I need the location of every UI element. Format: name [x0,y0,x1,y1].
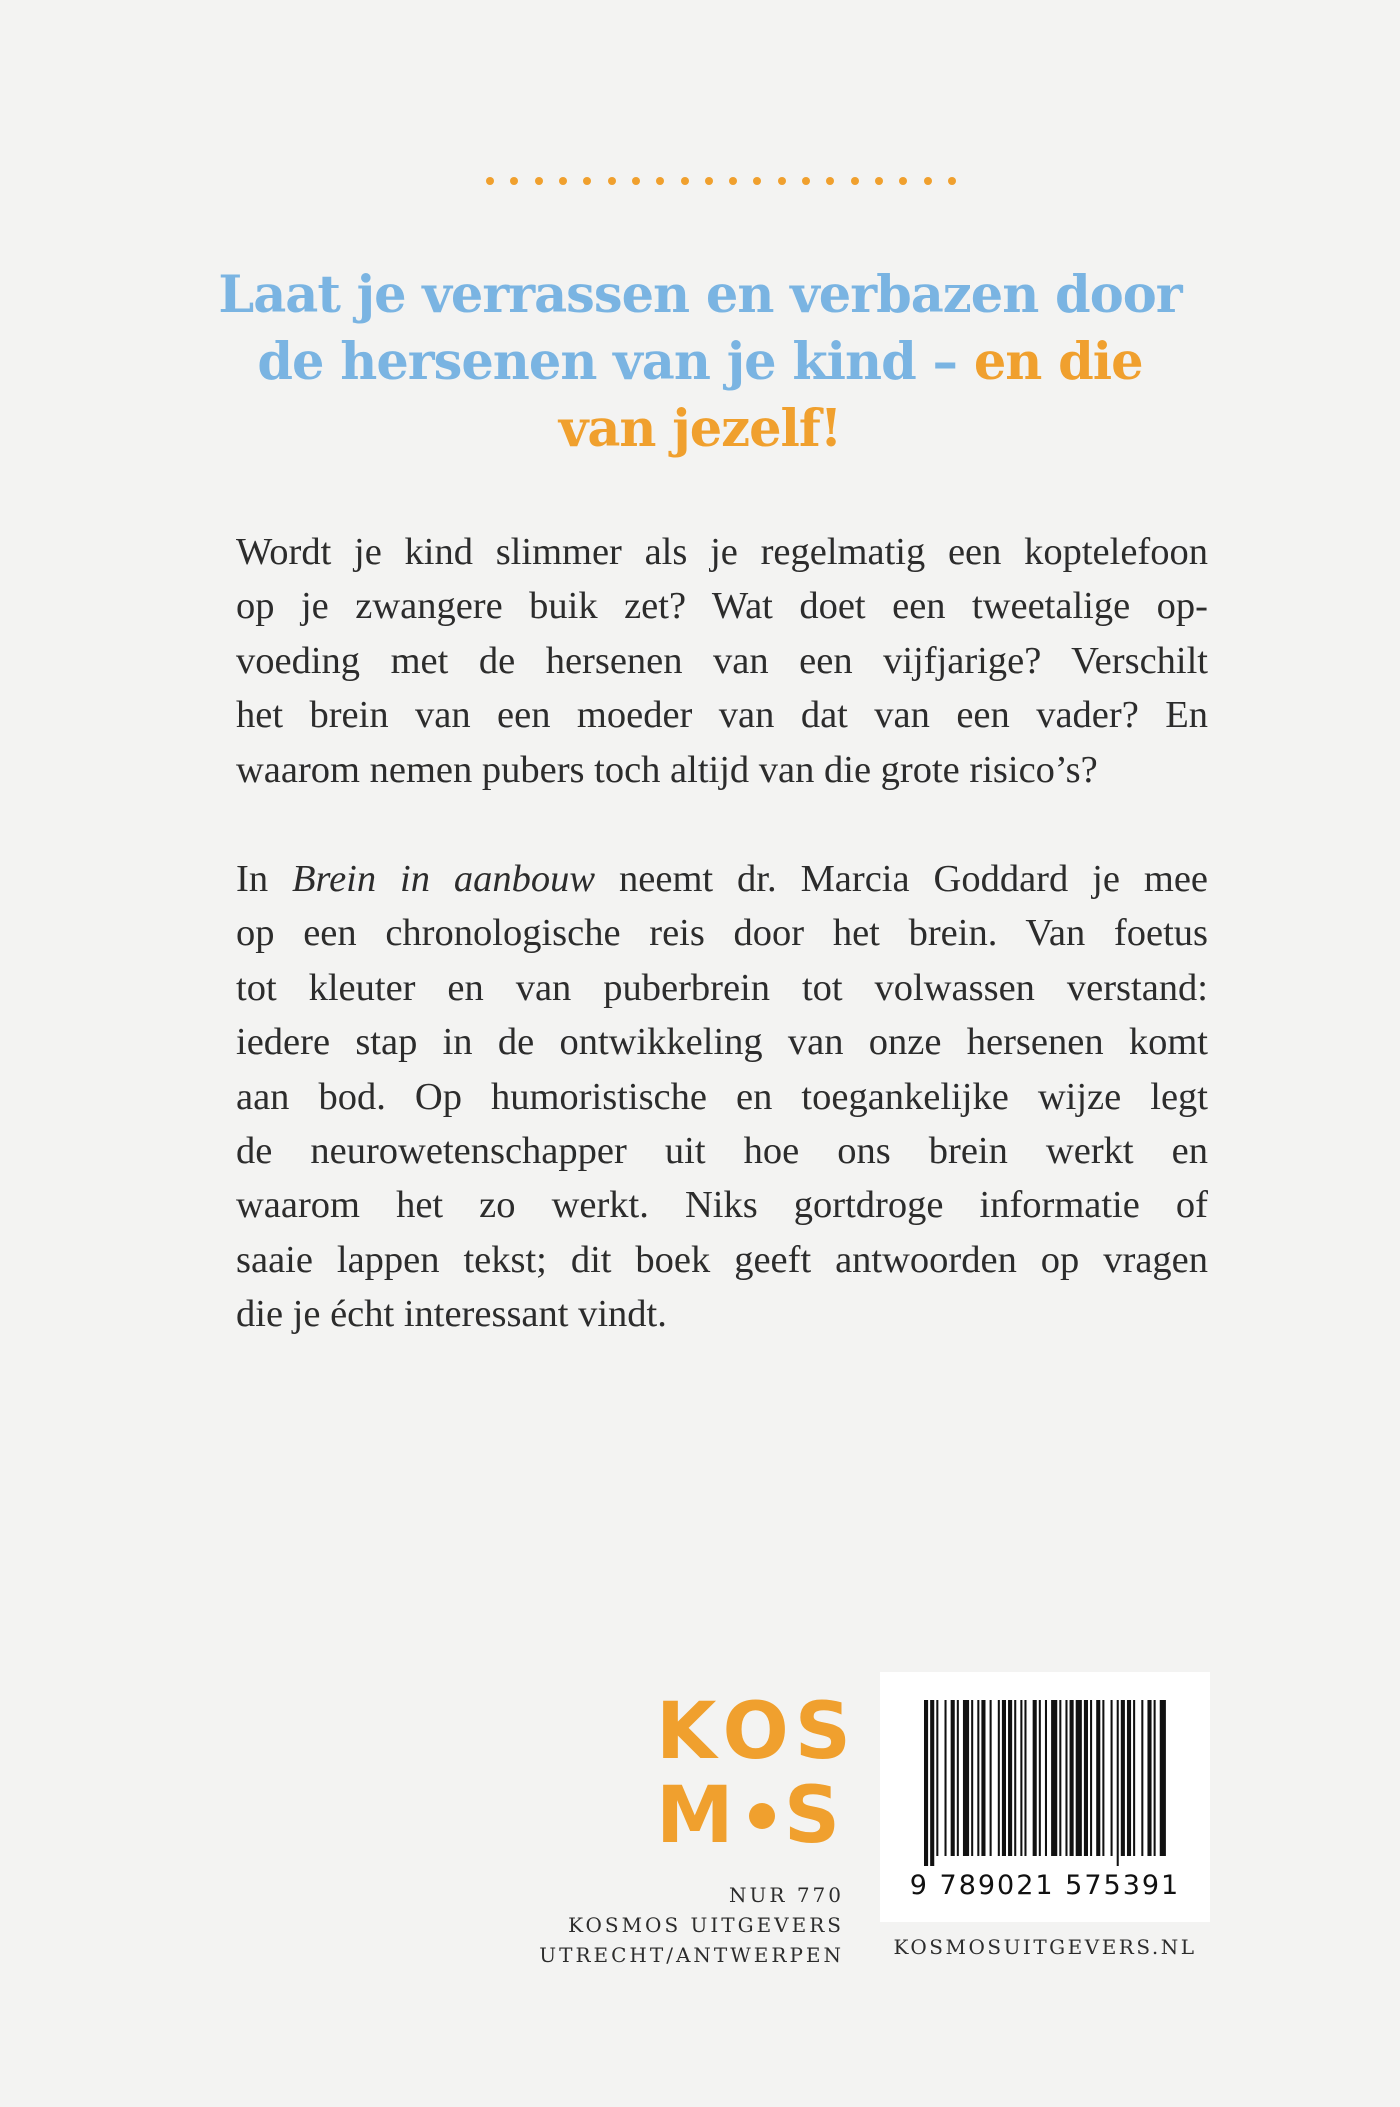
barcode-bar [930,1700,934,1866]
decorative-dot [608,177,616,185]
barcode-bar [1102,1700,1104,1856]
description-suffix: neemt dr. Marcia Goddard je mee [595,858,1209,900]
barcode-bar [998,1700,1000,1856]
description-line: iedere stap in de ontwikkeling van onze hersenen komt [236,1021,1208,1064]
description-line: die je écht interessant vindt. [236,1293,667,1336]
barcode-bar [971,1700,973,1856]
decorative-dot [778,177,786,185]
decorative-dot [753,177,761,185]
barcode-bar [977,1700,979,1856]
barcode-bar [1111,1700,1113,1856]
barcode-bar [924,1700,928,1866]
description-line: aan bod. Op humoristische en toegankelijke wijze legt [236,1075,1208,1118]
decorative-dot [948,177,956,185]
logo-row-top [656,1687,857,1777]
kosmos-logo [656,1687,857,1861]
intro-line: het brein van een moeder van dat van een vader? En [236,694,1208,737]
description-line: saaie lappen tekst; dit boek geeft antwoorden op vragen [236,1238,1208,1281]
description-paragraph [236,852,1208,1342]
decorative-dot [510,177,518,185]
headline-line-3: van jezelf! [558,399,842,459]
headline [200,262,1200,463]
barcode-bar [1076,1700,1082,1856]
decorative-dot [851,177,859,185]
publisher-city: UTRECHT/ANTWERPEN [539,1943,844,1967]
intro-paragraph [236,525,1208,797]
description-line: tot kleuter en van puberbrein tot volwassen verstand: [236,966,1208,1009]
description-line [236,852,1208,906]
barcode-bar [1117,1700,1119,1866]
barcode-bar [1008,1700,1012,1856]
barcode-bar [1147,1700,1151,1856]
decorative-dot [559,177,567,185]
barcode-bar [1154,1700,1156,1856]
description-line: op een chronologische reis door het brein. Van foetus [236,912,1208,955]
decorative-dot [802,177,810,185]
logo-letter: K [656,1687,723,1777]
barcode-bar [951,1700,955,1856]
decorative-dot [875,177,883,185]
decorative-dot [535,177,543,185]
intro-line: voeding met de hersenen van een vijfjarige? Verschilt [236,639,1208,682]
barcode-bar [1045,1700,1047,1856]
barcode-bar [981,1700,985,1856]
logo-row-bottom [656,1771,846,1861]
decorative-dot [705,177,713,185]
barcode-bar [1084,1700,1088,1856]
barcode-bar [1070,1700,1074,1856]
barcode-bar [1096,1700,1100,1856]
barcode-bar [1133,1700,1135,1856]
logo-dot-icon [749,1803,775,1829]
isbn-digits: 9 789021 575391 [909,1870,1181,1901]
headline-line-2-orange: en die [957,332,1143,392]
barcode-bar [1141,1700,1143,1856]
barcode-bar [1090,1700,1092,1856]
logo-letter: S [783,1771,846,1861]
barcode-bars-icon [924,1700,1166,1866]
decorative-dot-row [486,174,956,188]
barcode-bar [1065,1700,1067,1856]
barcode-bar [963,1700,969,1856]
barcode-bar [1051,1700,1057,1856]
barcode-bar [1014,1700,1016,1856]
isbn-barcode [880,1672,1210,1922]
nur-code: NUR 770 [729,1883,844,1907]
barcode-bar [1024,1700,1026,1856]
decorative-dot [899,177,907,185]
decorative-dot [924,177,932,185]
decorative-dot [729,177,737,185]
book-title: Brein in aanbouw [292,858,596,900]
barcode-bar [1033,1700,1037,1856]
logo-letter: M [656,1771,740,1861]
decorative-dot [656,177,664,185]
intro-line: waarom nemen pubers toch altijd van die grote risico’s? [236,748,1098,791]
decorative-dot [826,177,834,185]
publisher-imprint [460,1880,844,1970]
barcode-bar [1039,1700,1041,1856]
decorative-dot [583,177,591,185]
barcode-bar [1020,1700,1022,1856]
intro-line: Wordt je kind slimmer als je regelmatig een koptelefoon [236,531,1208,573]
barcode-bar [1127,1700,1131,1856]
barcode-bar [1121,1700,1125,1856]
publisher-website: KOSMOSUITGEVERS.NL [893,1935,1197,1959]
barcode-bar [1160,1700,1166,1856]
logo-letter: O [722,1687,795,1777]
barcode-bar [1059,1700,1061,1856]
headline-line-1: Laat je verrassen en verbazen door [218,265,1182,325]
description-line: waarom het zo werkt. Niks gortdroge informatie of [236,1184,1208,1227]
headline-line-2-blue: de hersenen van je kind – [257,332,958,392]
description-line: de neurowetenschapper uit hoe ons brein werkt en [236,1130,1208,1173]
intro-line: op je zwangere buik zet? Wat doet een tweetalige op- [236,585,1208,628]
barcode-bar [990,1700,992,1856]
publisher-name: KOSMOS UITGEVERS [568,1913,844,1937]
decorative-dot [632,177,640,185]
barcode-bar [945,1700,947,1856]
decorative-dot [486,177,494,185]
logo-letter: S [794,1687,857,1777]
description-prefix: In [236,858,293,900]
barcode-bar [957,1700,959,1856]
decorative-dot [681,177,689,185]
barcode-bar [1002,1700,1006,1856]
barcode-bar [936,1700,938,1856]
